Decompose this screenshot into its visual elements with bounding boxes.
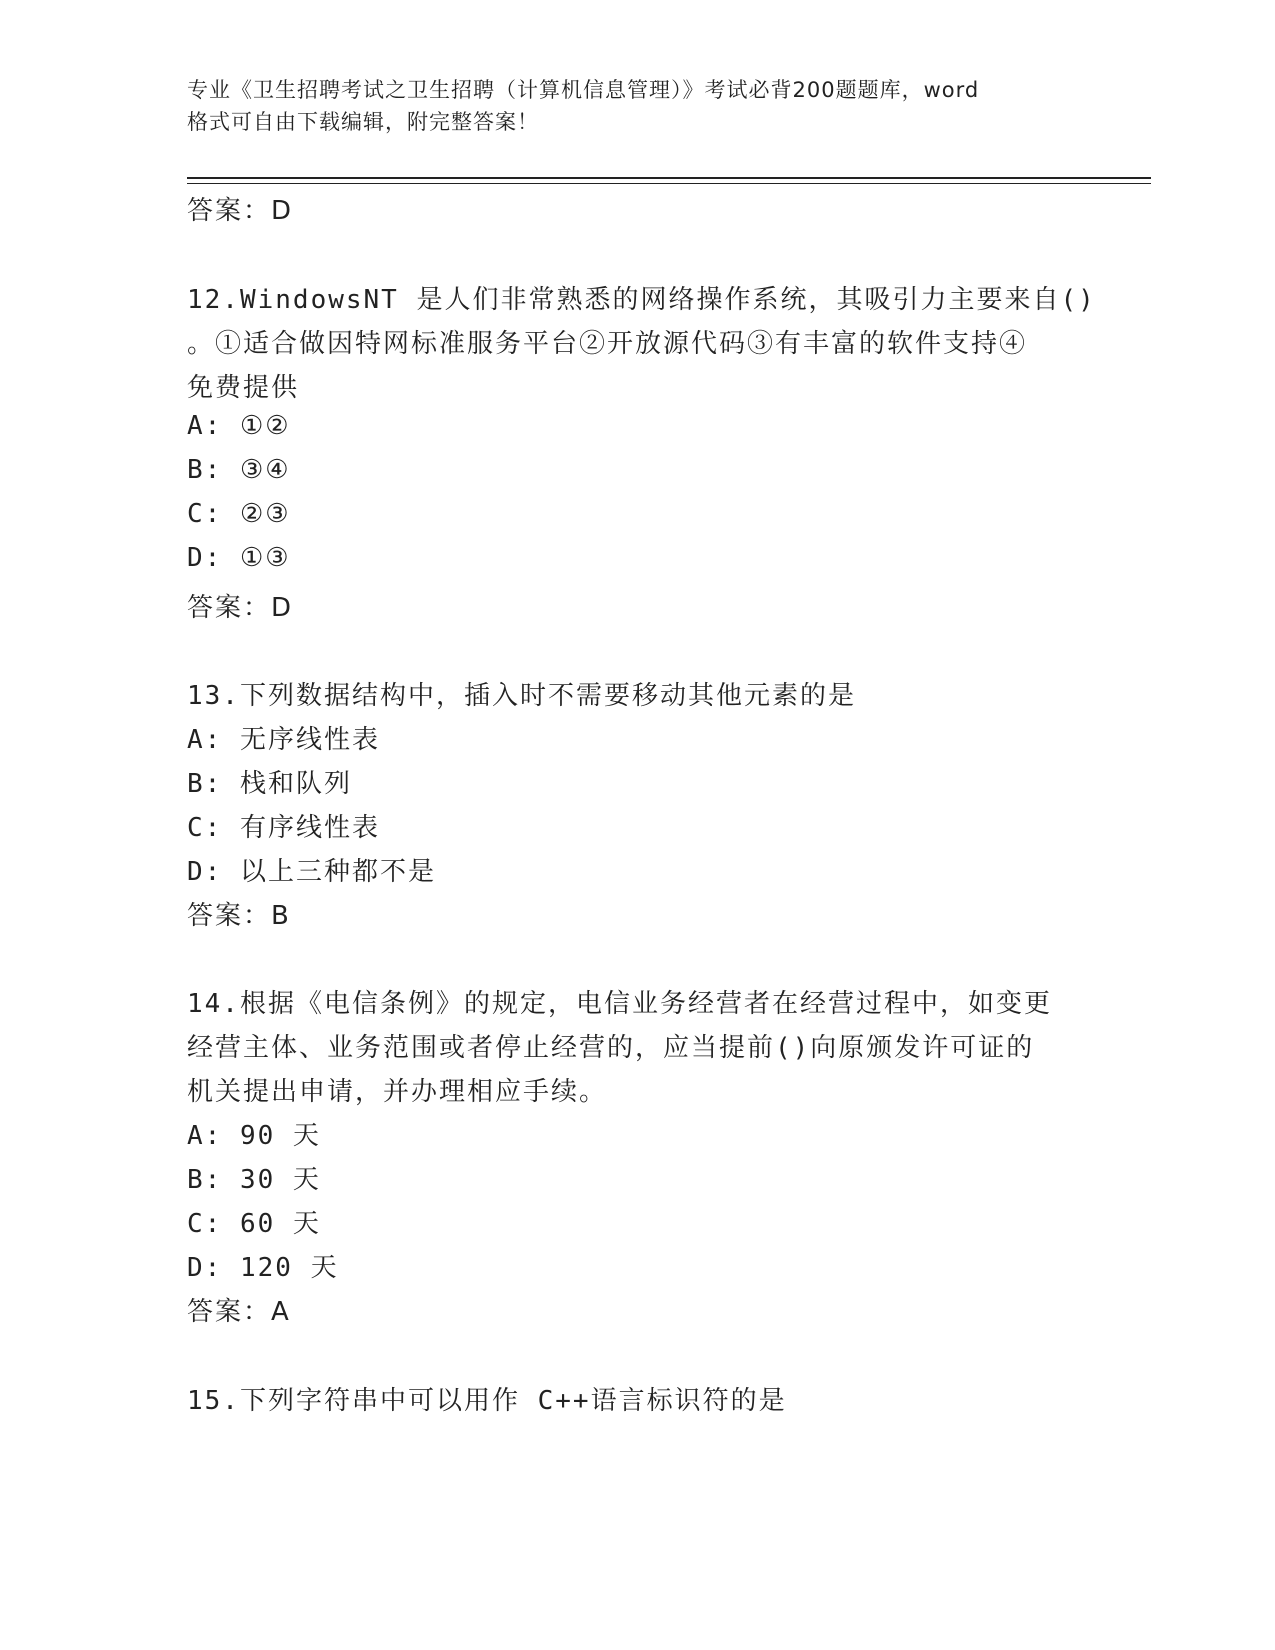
- q13-option-d: D: 以上三种都不是: [187, 857, 436, 887]
- q14-answer: 答案：A: [187, 1297, 291, 1327]
- q12-answer: 答案：D: [187, 593, 294, 623]
- q13-option-a: A: 无序线性表: [187, 725, 380, 755]
- q14-option-a: A: 90 天: [187, 1121, 321, 1151]
- header-divider-thin: [187, 183, 1151, 184]
- q13-option-b: B: 栈和队列: [187, 769, 352, 799]
- q12-option-c: C: ②③: [187, 499, 291, 529]
- q12-option-a: A: ①②: [187, 411, 291, 441]
- document-header: [187, 74, 1087, 138]
- header-line-2: 格式可自由下载编辑，附完整答案！: [187, 110, 539, 134]
- q13-option-c: C: 有序线性表: [187, 813, 380, 843]
- answer-prev: 答案：D: [187, 196, 294, 226]
- q12-stem-line-2: 。①适合做因特网标准服务平台②开放源代码③有丰富的软件支持④: [187, 329, 1028, 359]
- header-line-1: 专业《卫生招聘考试之卫生招聘（计算机信息管理）》考试必背200题题库，word: [187, 78, 980, 102]
- q14-stem-line-2: 经营主体、业务范围或者停止经营的，应当提前()向原颁发许可证的: [187, 1033, 1035, 1063]
- q12-stem-line-1: 12.WindowsNT 是人们非常熟悉的网络操作系统，其吸引力主要来自(): [187, 285, 1096, 315]
- q14-option-c: C: 60 天: [187, 1209, 321, 1239]
- q15-stem-line-1: 15.下列字符串中可以用作 C++语言标识符的是: [187, 1386, 787, 1416]
- q14-stem-line-1: 14.根据《电信条例》的规定，电信业务经营者在经营过程中，如变更: [187, 989, 1052, 1019]
- q14-stem-line-3: 机关提出申请，并办理相应手续。: [187, 1077, 608, 1107]
- q13-stem-line-1: 13.下列数据结构中，插入时不需要移动其他元素的是: [187, 681, 856, 711]
- q14-option-d: D: 120 天: [187, 1253, 339, 1283]
- q14-option-b: B: 30 天: [187, 1165, 321, 1195]
- q12-stem-line-3: 免费提供: [187, 373, 300, 403]
- q12-option-d: D: ①③: [187, 543, 291, 573]
- q12-option-b: B: ③④: [187, 455, 291, 485]
- header-divider-thick: [187, 177, 1151, 179]
- q13-answer: 答案：B: [187, 901, 291, 931]
